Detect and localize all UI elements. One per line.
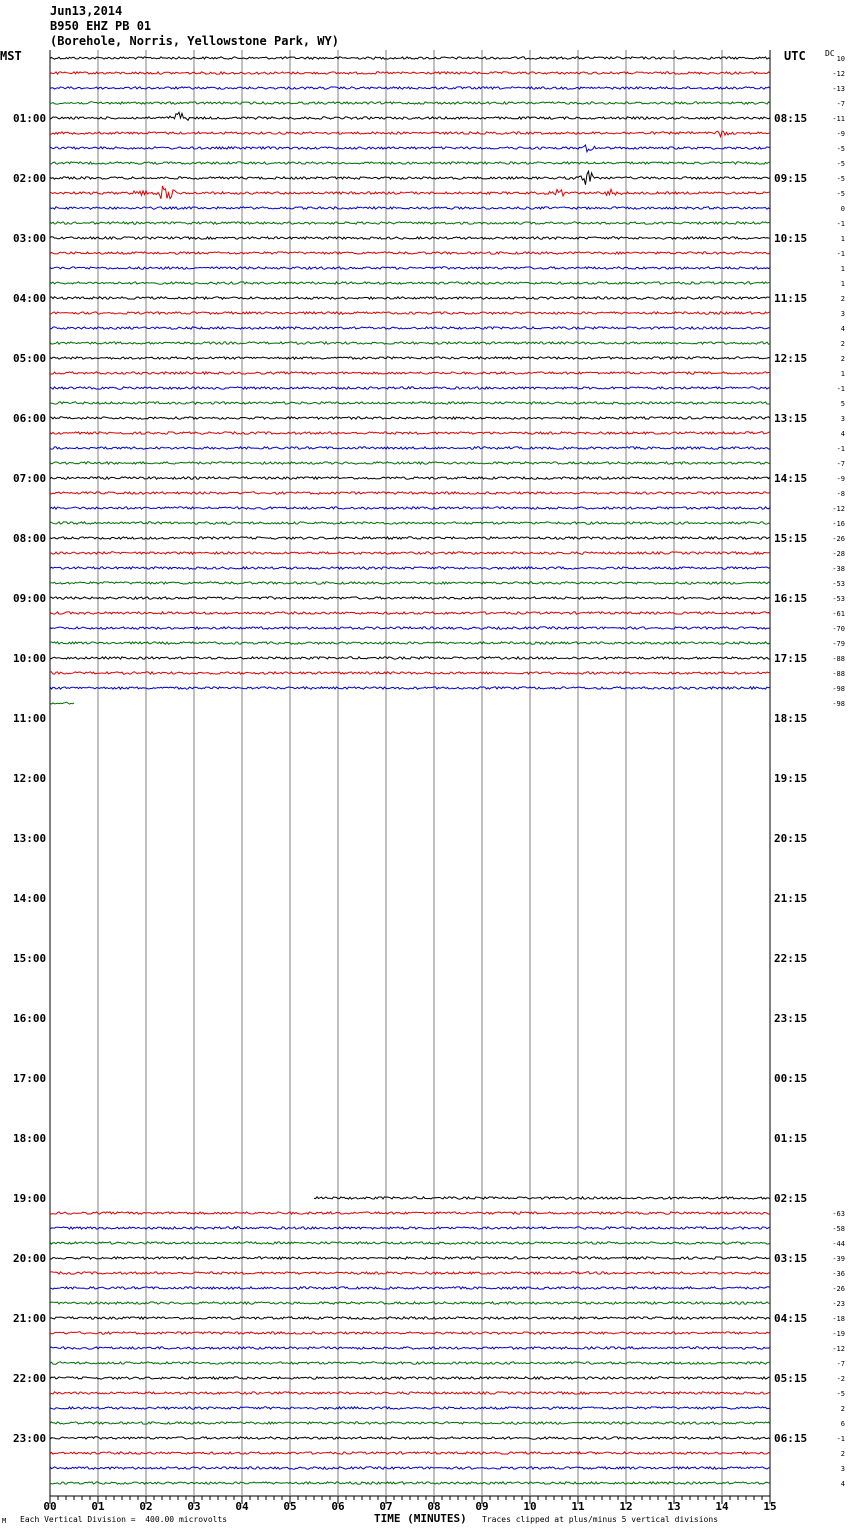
dc-offset-label: -1	[836, 445, 845, 453]
seismic-trace	[50, 207, 770, 209]
right-hour-label: 10:15	[774, 232, 808, 245]
x-tick-label: 05	[283, 1500, 297, 1513]
seismic-trace	[50, 72, 770, 74]
left-hour-label: 22:00	[13, 1372, 47, 1385]
seismic-trace	[50, 1362, 770, 1364]
left-hour-label: 02:00	[13, 172, 47, 185]
seismic-trace	[50, 507, 770, 509]
right-hour-label: 01:15	[774, 1132, 808, 1145]
dc-offset-label: -1	[836, 1435, 845, 1443]
dc-offset-label: -36	[832, 1270, 845, 1278]
dc-offset-label: -23	[832, 1300, 845, 1308]
dc-offset-label: -5	[836, 145, 845, 153]
dc-offset-label: 1	[840, 370, 845, 378]
seismic-trace	[50, 447, 770, 449]
seismic-trace	[50, 657, 770, 659]
right-hour-label: 11:15	[774, 292, 808, 305]
right-hour-label: 03:15	[774, 1252, 808, 1265]
dc-offset-label: 1	[840, 280, 845, 288]
right-hour-label: 18:15	[774, 712, 808, 725]
left-hour-label: 01:00	[13, 112, 47, 125]
left-hour-label: 05:00	[13, 352, 47, 365]
right-hour-label: 17:15	[774, 652, 808, 665]
seismic-trace	[50, 1287, 770, 1289]
seismic-trace	[50, 162, 770, 164]
dc-offset-label: -2	[836, 1375, 845, 1383]
left-hour-label: 11:00	[13, 712, 47, 725]
seismic-trace	[50, 102, 770, 104]
dc-offset-label: 6	[840, 1420, 845, 1428]
left-hour-label: 06:00	[13, 412, 47, 425]
x-tick-label: 01	[91, 1500, 105, 1513]
seismic-trace	[50, 1302, 770, 1304]
left-hour-label: 09:00	[13, 592, 47, 605]
dc-offset-label: 3	[840, 310, 845, 318]
x-tick-label: 04	[235, 1500, 249, 1513]
seismic-trace	[50, 1257, 770, 1259]
footer-mark: M	[2, 1517, 7, 1525]
dc-offset-label: -44	[832, 1240, 845, 1248]
seismic-trace	[50, 552, 770, 554]
left-hour-label: 15:00	[13, 952, 47, 965]
seismic-trace	[50, 642, 770, 644]
dc-offset-label: -1	[836, 385, 845, 393]
seismic-trace	[50, 267, 770, 269]
x-tick-label: 03	[187, 1500, 201, 1513]
dc-offset-label: -28	[832, 550, 845, 558]
dc-offset-label: -8	[836, 490, 845, 498]
left-hour-label: 12:00	[13, 772, 47, 785]
plot-date: Jun13,2014	[50, 4, 123, 18]
right-hour-label: 22:15	[774, 952, 808, 965]
dc-offset-label: -12	[832, 70, 845, 78]
seismic-trace	[50, 1422, 770, 1424]
seismic-trace	[50, 672, 770, 674]
right-hour-label: 20:15	[774, 832, 808, 845]
left-hour-label: 23:00	[13, 1432, 47, 1445]
seismic-trace	[50, 1347, 770, 1349]
dc-offset-label: -26	[832, 535, 845, 543]
seismic-trace	[50, 297, 770, 299]
seismic-trace	[50, 387, 770, 389]
dc-offset-label: -5	[836, 160, 845, 168]
seismic-trace	[50, 342, 770, 344]
dc-offset-label: -1	[836, 250, 845, 258]
x-tick-label: 07	[379, 1500, 393, 1513]
seismic-trace	[50, 57, 770, 59]
dc-offset-label: -79	[832, 640, 845, 648]
left-hour-label: 20:00	[13, 1252, 47, 1265]
x-tick-label: 15	[763, 1500, 777, 1513]
seismic-trace	[50, 237, 770, 239]
dc-offset-label: -18	[832, 1315, 845, 1323]
seismic-trace	[50, 1377, 770, 1379]
plot-location: (Borehole, Norris, Yellowstone Park, WY)	[50, 34, 339, 48]
x-tick-label: 14	[715, 1500, 729, 1513]
seismic-trace	[50, 312, 770, 314]
seismic-trace	[50, 1212, 770, 1214]
dc-offset-label: -58	[832, 1225, 845, 1233]
seismic-trace	[50, 1407, 770, 1409]
dc-offset-label: 4	[840, 325, 845, 333]
right-hour-label: 08:15	[774, 112, 808, 125]
dc-offset-label: -7	[836, 1360, 845, 1368]
dc-offset-label: 2	[840, 1405, 845, 1413]
dc-offset-label: 2	[840, 340, 845, 348]
x-tick-label: 09	[475, 1500, 489, 1513]
right-hour-label: 06:15	[774, 1432, 808, 1445]
seismic-trace	[50, 1272, 770, 1274]
seismic-trace	[50, 1467, 770, 1469]
dc-offset-label: -7	[836, 460, 845, 468]
dc-offset-label: -26	[832, 1285, 845, 1293]
left-timezone-label: MST	[0, 49, 22, 63]
seismic-trace	[50, 597, 770, 599]
dc-offset-label: -5	[836, 190, 845, 198]
dc-offset-label: -7	[836, 100, 845, 108]
x-tick-label: 02	[139, 1500, 153, 1513]
right-hour-label: 00:15	[774, 1072, 808, 1085]
dc-label: DC	[825, 49, 835, 58]
right-hour-label: 09:15	[774, 172, 808, 185]
seismic-trace	[50, 357, 770, 359]
x-axis-label: TIME (MINUTES)	[374, 1512, 467, 1525]
right-hour-label: 15:15	[774, 532, 808, 545]
left-hour-label: 19:00	[13, 1192, 47, 1205]
dc-offset-label: -98	[832, 700, 845, 708]
dc-offset-label: -88	[832, 655, 845, 663]
seismic-trace	[50, 537, 770, 539]
seismic-trace	[50, 522, 770, 524]
dc-offset-label: 2	[840, 295, 845, 303]
right-hour-label: 19:15	[774, 772, 808, 785]
seismic-trace	[50, 252, 770, 254]
dc-offset-label: -19	[832, 1330, 845, 1338]
seismic-trace	[50, 282, 770, 284]
seismic-trace	[50, 432, 770, 434]
right-hour-label: 12:15	[774, 352, 808, 365]
right-hour-label: 14:15	[774, 472, 808, 485]
seismic-trace	[50, 627, 770, 629]
seismic-trace	[50, 1242, 770, 1244]
seismic-trace	[50, 112, 770, 120]
seismic-trace	[50, 582, 770, 584]
dc-offset-label: -53	[832, 595, 845, 603]
right-timezone-label: UTC	[784, 49, 806, 63]
seismic-trace	[50, 145, 770, 152]
dc-offset-label: -13	[832, 85, 845, 93]
seismic-trace	[50, 87, 770, 89]
left-hour-label: 18:00	[13, 1132, 47, 1145]
dc-offset-label: 1	[840, 265, 845, 273]
seismic-trace	[50, 327, 770, 329]
clip-note: Traces clipped at plus/minus 5 vertical divisions	[482, 1515, 719, 1524]
left-hour-label: 07:00	[13, 472, 47, 485]
seismic-trace	[50, 702, 74, 704]
seismic-trace	[50, 1392, 770, 1394]
dc-offset-label: 4	[840, 430, 845, 438]
right-hour-label: 16:15	[774, 592, 808, 605]
dc-offset-label: -1	[836, 220, 845, 228]
dc-offset-label: 10	[836, 55, 845, 63]
dc-offset-label: 0	[840, 205, 845, 213]
dc-offset-label: -63	[832, 1210, 845, 1218]
left-hour-label: 04:00	[13, 292, 47, 305]
seismic-trace	[50, 417, 770, 419]
dc-offset-label: -38	[832, 565, 845, 573]
dc-offset-label: -12	[832, 1345, 845, 1353]
dc-offset-label: -12	[832, 505, 845, 513]
seismic-trace	[50, 171, 770, 185]
left-hour-label: 08:00	[13, 532, 47, 545]
left-hour-label: 14:00	[13, 892, 47, 905]
seismic-trace	[50, 492, 770, 494]
left-hour-label: 17:00	[13, 1072, 47, 1085]
seismic-trace	[314, 1197, 770, 1199]
right-hour-label: 21:15	[774, 892, 808, 905]
seismic-trace	[50, 186, 770, 199]
x-tick-label: 06	[331, 1500, 345, 1513]
plot-station: B950 EHZ PB 01	[50, 19, 152, 33]
dc-offset-label: 2	[840, 1450, 845, 1458]
seismic-trace	[50, 462, 770, 464]
seismic-trace	[50, 687, 770, 689]
seismic-trace	[50, 402, 770, 404]
x-tick-label: 08	[427, 1500, 441, 1513]
seismic-trace	[50, 1332, 770, 1334]
seismic-trace	[50, 477, 770, 479]
dc-offset-label: -98	[832, 685, 845, 693]
dc-offset-label: 1	[840, 235, 845, 243]
x-tick-label: 00	[43, 1500, 57, 1513]
seismic-trace	[50, 1452, 770, 1454]
seismic-trace	[50, 567, 770, 569]
left-hour-label: 03:00	[13, 232, 47, 245]
right-hour-label: 04:15	[774, 1312, 808, 1325]
seismic-trace	[50, 1482, 770, 1484]
x-tick-label: 13	[667, 1500, 681, 1513]
left-hour-label: 16:00	[13, 1012, 47, 1025]
dc-offset-label: -39	[832, 1255, 845, 1263]
dc-offset-label: -9	[836, 475, 845, 483]
dc-offset-label: -70	[832, 625, 845, 633]
right-hour-label: 13:15	[774, 412, 808, 425]
dc-offset-label: 3	[840, 415, 845, 423]
seismic-trace	[50, 612, 770, 614]
x-tick-label: 12	[619, 1500, 633, 1513]
seismic-trace	[50, 1317, 770, 1319]
dc-offset-label: -5	[836, 175, 845, 183]
left-hour-label: 21:00	[13, 1312, 47, 1325]
x-tick-label: 11	[571, 1500, 585, 1513]
dc-offset-label: -88	[832, 670, 845, 678]
seismic-trace	[50, 372, 770, 374]
seismic-trace	[50, 222, 770, 224]
x-tick-label: 10	[523, 1500, 537, 1513]
dc-offset-label: 5	[840, 400, 845, 408]
dc-offset-label: 4	[840, 1480, 845, 1488]
right-hour-label: 02:15	[774, 1192, 808, 1205]
dc-offset-label: -11	[832, 115, 845, 123]
seismic-trace	[50, 131, 770, 137]
seismic-trace	[50, 1227, 770, 1229]
dc-offset-label: -16	[832, 520, 845, 528]
dc-offset-label: 2	[840, 355, 845, 363]
dc-offset-label: 3	[840, 1465, 845, 1473]
dc-offset-label: -53	[832, 580, 845, 588]
left-hour-label: 10:00	[13, 652, 47, 665]
dc-offset-label: -5	[836, 1390, 845, 1398]
right-hour-label: 23:15	[774, 1012, 808, 1025]
dc-offset-label: -61	[832, 610, 845, 618]
division-note: Each Vertical Division = 400.00 microvolts	[20, 1515, 228, 1524]
left-hour-label: 13:00	[13, 832, 47, 845]
seismic-trace	[50, 1437, 770, 1439]
dc-offset-label: -9	[836, 130, 845, 138]
right-hour-label: 05:15	[774, 1372, 808, 1385]
